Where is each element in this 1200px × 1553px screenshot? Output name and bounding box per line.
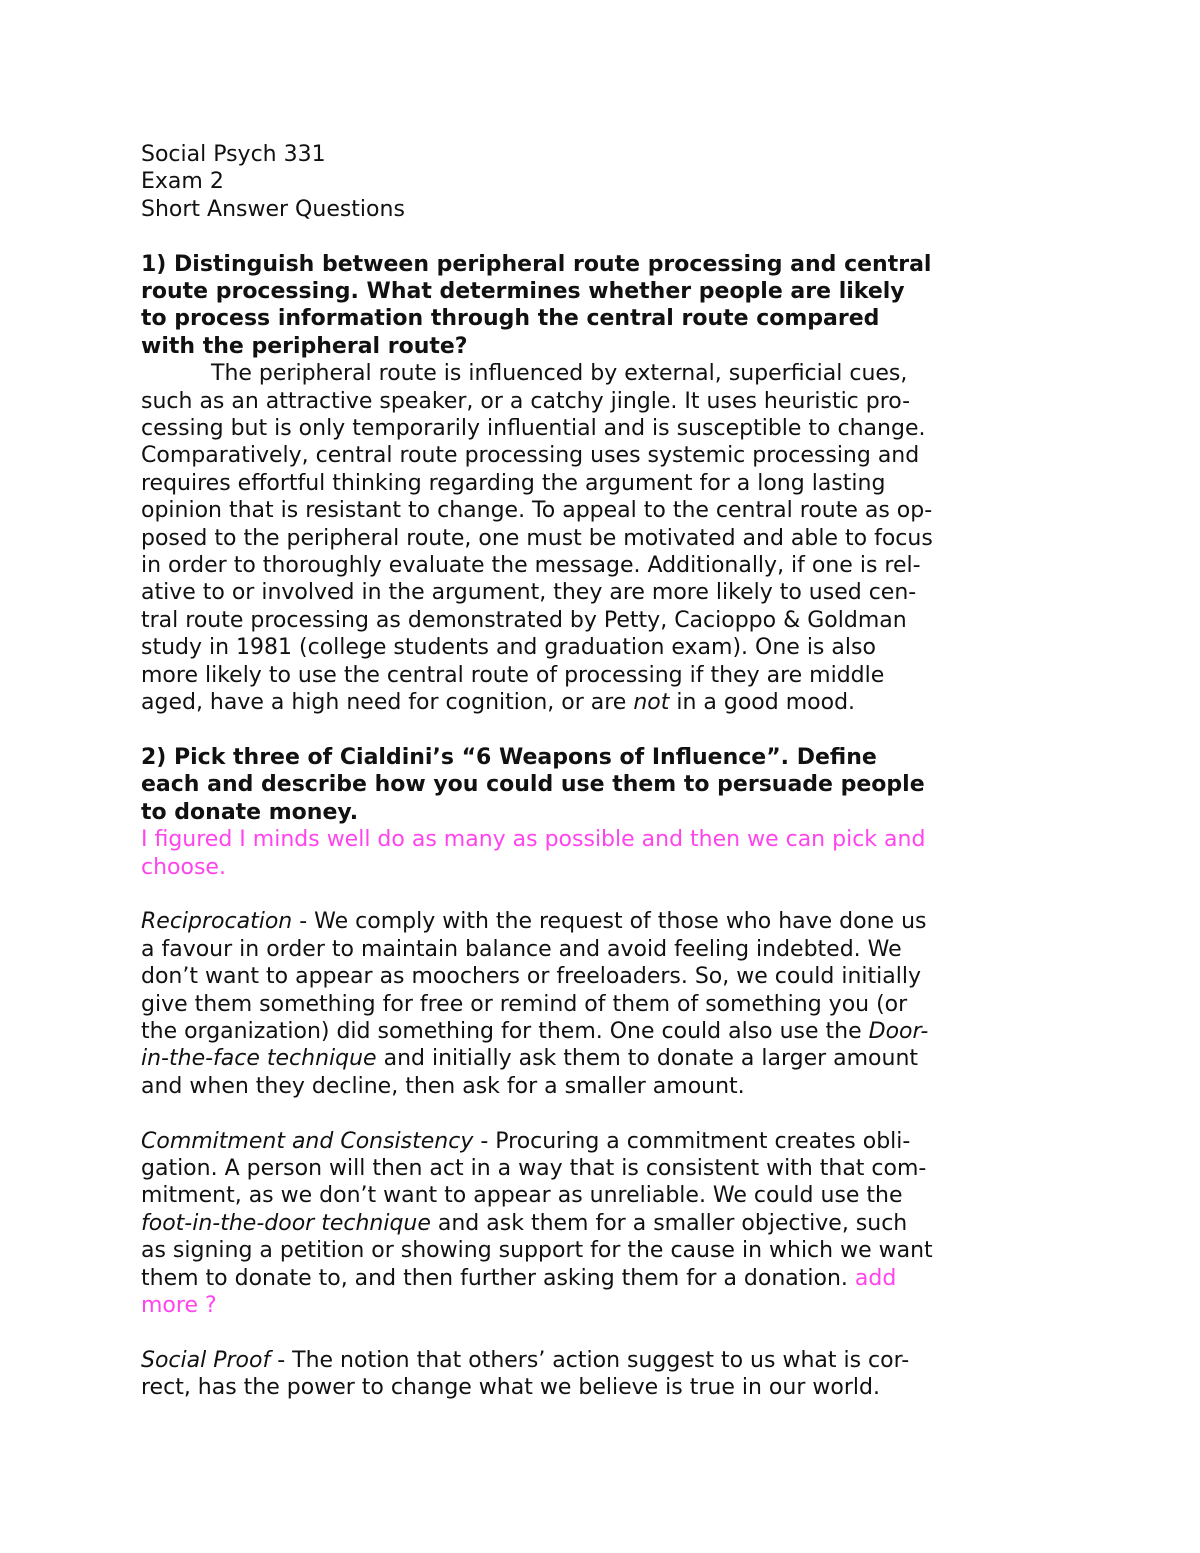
answer-line: and when they decline, then ask for a smaller amount. <box>141 1073 745 1099</box>
question-line: to donate money. <box>141 799 359 825</box>
course-title: Social Psych 331 <box>141 142 326 167</box>
answer-line: such as an attractive speaker, or a catchy jingle. It uses heuristic pro- <box>141 388 911 414</box>
question-line: each and describe how you could use them to persuade people <box>141 772 925 798</box>
question-line: route processing. What determines whether people are likely <box>141 279 905 305</box>
spacer <box>141 881 993 908</box>
answer-text: the organization) did something for them. One could also use the <box>141 1018 869 1044</box>
answer-line <box>141 1018 993 1045</box>
answer-line: requires effortful thinking regarding the argument for a long lasting <box>141 470 886 496</box>
answer-line: mitment, as we don’t want to appear as unreliable. We could use the <box>141 1183 903 1209</box>
answer-line: The peripheral route is influenced by external, superficial cues, <box>211 361 908 387</box>
answer-line <box>141 1265 993 1292</box>
question-2 <box>141 744 993 826</box>
spacer <box>141 223 993 250</box>
answer-line: a favour in order to maintain balance and avoid feeling indebted. We <box>141 936 902 962</box>
answer-text: aged, have a high need for cognition, or are <box>141 690 634 716</box>
answer-line: opinion that is resistant to change. To appeal to the central route as op- <box>141 498 933 524</box>
answer-line: posed to the peripheral route, one must be motivated and able to focus <box>141 525 933 551</box>
section-subtitle: Short Answer Questions <box>141 196 405 222</box>
note-line: I figured I minds well do as many as possible and then we can pick and <box>141 827 926 853</box>
answer-text: and ask them for a smaller objective, such <box>430 1210 908 1236</box>
answer-text: - The notion that others’ action suggest to us what is cor- <box>270 1347 910 1373</box>
emphasis-text: foot-in-the-door technique <box>141 1210 431 1236</box>
answer-text: them to donate to, and then further asking them for a donation. <box>141 1265 855 1291</box>
comment-text: more ? <box>141 1293 217 1318</box>
exam-title: Exam 2 <box>141 169 224 195</box>
spacer <box>141 1319 993 1346</box>
question-line: to process information through the central route compared <box>141 306 880 332</box>
comment-text: add <box>854 1265 897 1291</box>
answer-line: as signing a petition or showing support for the cause in which we want <box>141 1238 933 1264</box>
answer-text: - We comply with the request of those who have done us <box>292 909 927 935</box>
emphasis-text: in-the-face technique <box>141 1046 377 1072</box>
answer-line <box>141 1128 993 1155</box>
answer-1 <box>141 360 993 716</box>
emphasis-text: not <box>633 690 670 716</box>
answer-line: study in 1981 (college students and graduation exam). One is also <box>141 635 876 661</box>
spacer <box>141 717 993 744</box>
question-line: 1) Distinguish between peripheral route processing and central <box>141 251 932 277</box>
answer-line: don’t want to appear as moochers or freeloaders. So, we could initially <box>141 964 921 990</box>
answer-line: ative to or involved in the argument, they are more likely to used cen- <box>141 580 917 606</box>
answer-line: cessing but is only temporarily influential and is susceptible to change. <box>141 416 926 442</box>
reciprocation-paragraph <box>141 908 993 1100</box>
answer-line <box>141 689 993 716</box>
comment-note <box>141 826 993 881</box>
answer-line: Comparatively, central route processing uses systemic processing and <box>141 443 920 469</box>
question-1 <box>141 251 993 361</box>
answer-line: in order to thoroughly evaluate the message. Additionally, if one is rel- <box>141 553 921 579</box>
answer-line <box>141 1347 993 1374</box>
answer-line: give them something for free or remind of them of something you (or <box>141 991 908 1017</box>
document-page <box>141 141 993 1402</box>
question-line: with the peripheral route? <box>141 333 468 359</box>
answer-line <box>141 1045 993 1072</box>
term-label: Reciprocation <box>141 909 293 935</box>
answer-text: in a good mood. <box>669 690 856 716</box>
answer-line: tral route processing as demonstrated by Petty, Cacioppo & Goldman <box>141 607 907 633</box>
answer-line <box>141 908 993 935</box>
emphasis-text: Door- <box>868 1018 929 1044</box>
answer-line: gation. A person will then act in a way that is consistent with that com- <box>141 1155 927 1181</box>
answer-line: rect, has the power to change what we believe is true in our world. <box>141 1375 880 1401</box>
note-line: choose. <box>141 854 226 880</box>
question-line: 2) Pick three of Cialdini’s “6 Weapons of Influence”. Define <box>141 744 877 770</box>
spacer <box>141 1100 993 1127</box>
term-label: Commitment and Consistency <box>141 1128 474 1154</box>
answer-text: - Procuring a commitment creates obli- <box>473 1128 911 1154</box>
commitment-paragraph <box>141 1128 993 1320</box>
term-label: Social Proof <box>141 1347 271 1373</box>
answer-text: and initially ask them to donate a larger amount <box>376 1046 919 1072</box>
answer-line <box>141 1210 993 1237</box>
social-proof-paragraph <box>141 1347 993 1402</box>
answer-line: more likely to use the central route of processing if they are middle <box>141 662 885 688</box>
